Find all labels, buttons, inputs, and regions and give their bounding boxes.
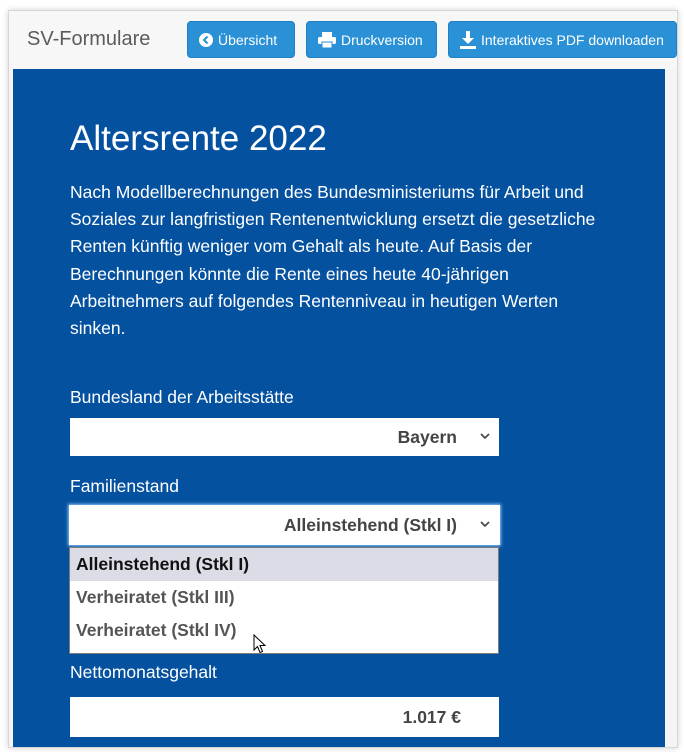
bundesland-select[interactable] — [70, 418, 499, 456]
pdf-download-button[interactable] — [448, 21, 677, 58]
app-window — [8, 10, 678, 748]
overview-button[interactable] — [187, 21, 295, 58]
overview-label: Übersicht — [218, 31, 278, 48]
calculator-panel — [13, 69, 665, 747]
netto-label: Nettomonatsgehalt — [70, 662, 217, 682]
familienstand-value: Alleinstehend (Stkl I) — [283, 514, 457, 535]
bundesland-value: Bayern — [397, 426, 457, 447]
mouse-cursor-icon — [253, 634, 266, 654]
printer-icon — [317, 31, 337, 49]
dropdown-option-verheiratet-stkl-iii[interactable]: Verheiratet (Stkl III) — [76, 587, 235, 607]
top-bar — [9, 11, 677, 69]
print-button[interactable] — [306, 21, 437, 58]
dropdown-option-verheiratet-stkl-iv[interactable]: Verheiratet (Stkl IV) — [76, 620, 237, 640]
download-icon — [459, 30, 477, 50]
dropdown-option-alleinstehend[interactable]: Alleinstehend (Stkl I) — [70, 548, 498, 581]
netto-input[interactable] — [70, 697, 499, 737]
brand-title[interactable]: SV-Formulare — [27, 28, 151, 50]
bundesland-label: Bundesland der Arbeitsstätte — [70, 387, 294, 407]
familienstand-select[interactable] — [70, 506, 499, 544]
intro-text: Nach Modellberechnungen des Bundesministeriums für Arbeit und Soziales zur langfristigen Rentenentwicklung ersetzt die gesetzliche Renten künftig weniger vom Gehalt als heute. Auf Basis der Berechnungen könnte die Rente eines heute 40-jährigen Arbeitnehmers auf folgendes Rentenniveau in heutigen Werten sinken. — [70, 182, 596, 339]
netto-value: 1.017 € — [402, 706, 461, 727]
pdf-download-label: Interaktives PDF downloaden — [481, 31, 664, 48]
page-title: Altersrente 2022 — [70, 119, 327, 158]
familienstand-dropdown — [69, 547, 499, 654]
chevron-down-icon — [479, 430, 491, 442]
chevron-down-icon — [479, 518, 491, 530]
back-circle-icon — [198, 32, 214, 48]
familienstand-label: Familienstand — [70, 476, 179, 496]
print-label: Druckversion — [341, 31, 423, 48]
